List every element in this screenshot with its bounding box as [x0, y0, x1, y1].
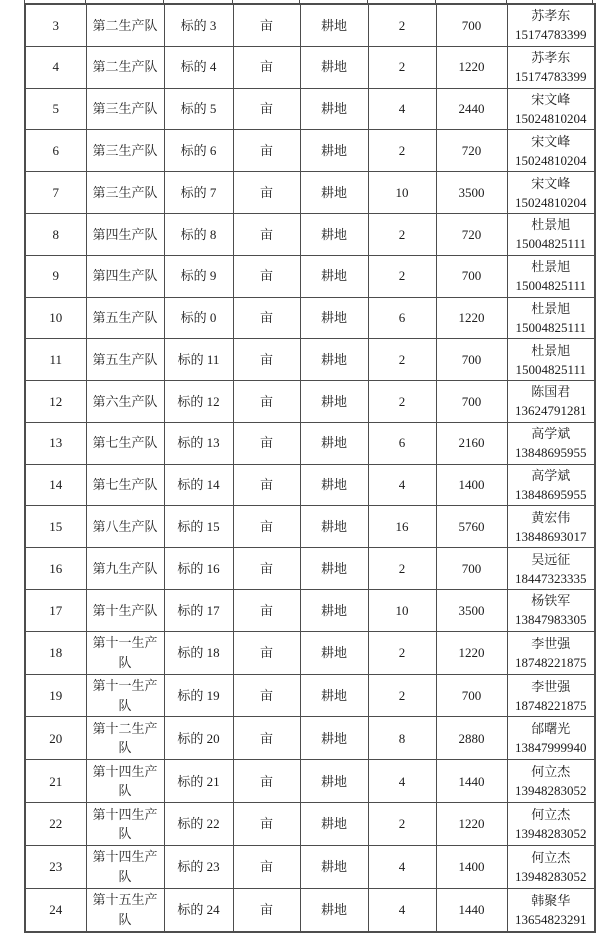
cell-team-name: 第九生产队 — [86, 548, 164, 590]
cell-quantity: 8 — [368, 717, 436, 760]
cell-land-type: 耕地 — [300, 717, 368, 760]
cell-subject-label: 标的 19 — [164, 674, 233, 717]
contact-phone: 13948283052 — [515, 783, 587, 799]
cell-team-name: 第八生产队 — [86, 506, 164, 548]
cell-quantity: 2 — [368, 381, 436, 423]
cell-unit: 亩 — [233, 674, 300, 717]
contact-phone: 15174783399 — [515, 27, 587, 43]
cell-unit: 亩 — [233, 88, 300, 130]
cell-team-name: 第二生产队 — [86, 46, 164, 88]
cell-quantity: 4 — [368, 760, 436, 803]
cell-quantity: 2 — [368, 213, 436, 255]
table-row — [25, 846, 595, 889]
cell-price: 3500 — [436, 172, 507, 214]
table-row — [25, 760, 595, 803]
cell-team-name: 第三生产队 — [86, 88, 164, 130]
cell-contact — [507, 589, 595, 631]
cell-contact — [507, 803, 595, 846]
cell-unit: 亩 — [233, 803, 300, 846]
cell-row-number: 3 — [25, 4, 86, 46]
cell-quantity: 4 — [368, 846, 436, 889]
cell-row-number: 15 — [25, 506, 86, 548]
cell-row-number: 10 — [25, 297, 86, 339]
table-row — [25, 888, 595, 932]
cell-unit: 亩 — [233, 506, 300, 548]
cell-price: 700 — [436, 4, 507, 46]
cell-land-type: 耕地 — [300, 297, 368, 339]
cell-contact — [507, 297, 595, 339]
cell-unit: 亩 — [233, 297, 300, 339]
table-row — [25, 339, 595, 381]
contact-phone: 13847999940 — [515, 740, 587, 756]
contact-name: 高学斌 — [531, 426, 571, 442]
cell-land-type: 耕地 — [300, 548, 368, 590]
cell-subject-label: 标的 7 — [164, 172, 233, 214]
contact-phone: 13848695955 — [515, 445, 587, 461]
contact-phone: 13847983305 — [515, 612, 587, 628]
cell-contact — [507, 548, 595, 590]
cell-team-name: 第五生产队 — [86, 339, 164, 381]
cell-land-type: 耕地 — [300, 4, 368, 46]
contact-phone: 18748221875 — [515, 654, 587, 670]
cell-team-name: 第三生产队 — [86, 172, 164, 214]
cell-row-number: 16 — [25, 548, 86, 590]
cell-quantity: 2 — [368, 255, 436, 297]
cell-subject-label: 标的 21 — [164, 760, 233, 803]
cell-unit: 亩 — [233, 381, 300, 423]
cell-price: 1440 — [436, 760, 507, 803]
table-row — [25, 88, 595, 130]
cell-land-type: 耕地 — [300, 506, 368, 548]
table-row — [25, 464, 595, 506]
cell-unit: 亩 — [233, 631, 300, 674]
cell-team-name: 第十五生产队 — [86, 888, 164, 932]
cell-land-type: 耕地 — [300, 464, 368, 506]
cell-contact — [507, 255, 595, 297]
cell-contact — [507, 846, 595, 889]
cell-contact — [507, 888, 595, 932]
cell-team-name: 第四生产队 — [86, 213, 164, 255]
table-row — [25, 381, 595, 423]
cell-unit: 亩 — [233, 464, 300, 506]
table-row — [25, 506, 595, 548]
cell-unit: 亩 — [233, 4, 300, 46]
contact-phone: 13624791281 — [515, 403, 587, 419]
cell-price: 1220 — [436, 803, 507, 846]
contact-phone: 15024810204 — [515, 194, 587, 210]
cell-price: 700 — [436, 381, 507, 423]
contact-name: 杜景旭 — [531, 300, 571, 316]
cell-price: 720 — [436, 130, 507, 172]
contact-phone: 15004825111 — [515, 278, 587, 294]
cell-row-number: 19 — [25, 674, 86, 717]
cell-contact — [507, 464, 595, 506]
contact-phone: 15004825111 — [515, 319, 587, 335]
cell-unit: 亩 — [233, 717, 300, 760]
cell-team-name: 第六生产队 — [86, 381, 164, 423]
contact-name: 杨铁军 — [531, 593, 571, 609]
cell-quantity: 2 — [368, 674, 436, 717]
cell-contact — [507, 339, 595, 381]
table-row — [25, 674, 595, 717]
cell-row-number: 23 — [25, 846, 86, 889]
cell-subject-label: 标的 24 — [164, 888, 233, 932]
cell-contact — [507, 46, 595, 88]
contact-name: 苏孝东 — [531, 50, 571, 66]
cell-team-name: 第三生产队 — [86, 130, 164, 172]
cell-quantity: 6 — [368, 422, 436, 464]
table-row — [25, 422, 595, 464]
cell-unit: 亩 — [233, 422, 300, 464]
land-contract-table — [24, 3, 596, 933]
cell-contact — [507, 130, 595, 172]
cell-row-number: 4 — [25, 46, 86, 88]
cell-price: 700 — [436, 255, 507, 297]
cell-unit: 亩 — [233, 46, 300, 88]
table-row — [25, 130, 595, 172]
cell-quantity: 4 — [368, 888, 436, 932]
cell-row-number: 6 — [25, 130, 86, 172]
cell-land-type: 耕地 — [300, 46, 368, 88]
cell-row-number: 14 — [25, 464, 86, 506]
cell-contact — [507, 760, 595, 803]
cell-unit: 亩 — [233, 339, 300, 381]
cell-quantity: 16 — [368, 506, 436, 548]
cell-contact — [507, 172, 595, 214]
contact-name: 李世强 — [531, 635, 571, 651]
contact-name: 何立杰 — [531, 764, 571, 780]
cell-subject-label: 标的 17 — [164, 589, 233, 631]
contact-phone: 13948283052 — [515, 868, 587, 884]
contact-phone: 13848693017 — [515, 528, 587, 544]
cell-row-number: 20 — [25, 717, 86, 760]
table-row — [25, 717, 595, 760]
cell-subject-label: 标的 8 — [164, 213, 233, 255]
cell-row-number: 21 — [25, 760, 86, 803]
cell-contact — [507, 674, 595, 717]
cell-price: 1220 — [436, 631, 507, 674]
cell-contact — [507, 506, 595, 548]
cell-row-number: 5 — [25, 88, 86, 130]
cell-team-name: 第七生产队 — [86, 464, 164, 506]
cell-row-number: 11 — [25, 339, 86, 381]
cell-land-type: 耕地 — [300, 130, 368, 172]
contact-phone: 13654823291 — [515, 911, 587, 927]
cell-team-name: 第十四生产队 — [86, 760, 164, 803]
cell-unit: 亩 — [233, 172, 300, 214]
cell-land-type: 耕地 — [300, 381, 368, 423]
cell-subject-label: 标的 5 — [164, 88, 233, 130]
cell-subject-label: 标的 4 — [164, 46, 233, 88]
cell-subject-label: 标的 16 — [164, 548, 233, 590]
cell-contact — [507, 381, 595, 423]
cell-land-type: 耕地 — [300, 674, 368, 717]
table-row — [25, 4, 595, 46]
cell-land-type: 耕地 — [300, 88, 368, 130]
cell-contact — [507, 422, 595, 464]
contact-phone: 18447323335 — [515, 570, 587, 586]
cell-land-type: 耕地 — [300, 888, 368, 932]
cell-quantity: 2 — [368, 548, 436, 590]
cell-subject-label: 标的 13 — [164, 422, 233, 464]
cell-land-type: 耕地 — [300, 255, 368, 297]
cell-row-number: 12 — [25, 381, 86, 423]
cell-quantity: 10 — [368, 589, 436, 631]
cell-row-number: 7 — [25, 172, 86, 214]
cell-team-name: 第五生产队 — [86, 297, 164, 339]
cell-subject-label: 标的 20 — [164, 717, 233, 760]
contact-name: 苏孝东 — [531, 8, 571, 24]
cell-unit: 亩 — [233, 760, 300, 803]
cell-subject-label: 标的 9 — [164, 255, 233, 297]
cell-unit: 亩 — [233, 213, 300, 255]
cell-land-type: 耕地 — [300, 339, 368, 381]
cell-unit: 亩 — [233, 589, 300, 631]
cell-unit: 亩 — [233, 255, 300, 297]
cell-price: 720 — [436, 213, 507, 255]
contact-name: 邰曙光 — [531, 721, 571, 737]
cell-team-name: 第十一生产队 — [86, 631, 164, 674]
contact-name: 何立杰 — [531, 807, 571, 823]
cell-subject-label: 标的 11 — [164, 339, 233, 381]
cell-team-name: 第二生产队 — [86, 4, 164, 46]
cell-subject-label: 标的 6 — [164, 130, 233, 172]
cell-unit: 亩 — [233, 846, 300, 889]
cell-price: 700 — [436, 339, 507, 381]
table-row — [25, 803, 595, 846]
cell-land-type: 耕地 — [300, 172, 368, 214]
cell-quantity: 2 — [368, 130, 436, 172]
cell-subject-label: 标的 15 — [164, 506, 233, 548]
cell-price: 2160 — [436, 422, 507, 464]
cell-land-type: 耕地 — [300, 213, 368, 255]
cell-quantity: 2 — [368, 46, 436, 88]
cell-price: 1220 — [436, 297, 507, 339]
cell-unit: 亩 — [233, 548, 300, 590]
cell-contact — [507, 88, 595, 130]
cell-subject-label: 标的 22 — [164, 803, 233, 846]
cell-team-name: 第十生产队 — [86, 589, 164, 631]
cell-subject-label: 标的 23 — [164, 846, 233, 889]
cell-team-name: 第十四生产队 — [86, 846, 164, 889]
cell-subject-label: 标的 12 — [164, 381, 233, 423]
cell-quantity: 2 — [368, 803, 436, 846]
cell-row-number: 18 — [25, 631, 86, 674]
table-body — [25, 4, 595, 932]
contact-phone: 15024810204 — [515, 110, 587, 126]
cell-quantity: 2 — [368, 4, 436, 46]
cell-quantity: 2 — [368, 631, 436, 674]
cell-land-type: 耕地 — [300, 760, 368, 803]
cell-land-type: 耕地 — [300, 631, 368, 674]
cell-team-name: 第十四生产队 — [86, 803, 164, 846]
cell-quantity: 2 — [368, 339, 436, 381]
contact-name: 黄宏伟 — [531, 509, 571, 525]
contact-phone: 15174783399 — [515, 69, 587, 85]
cell-row-number: 8 — [25, 213, 86, 255]
contact-name: 杜景旭 — [531, 259, 571, 275]
table-row — [25, 255, 595, 297]
cell-row-number: 24 — [25, 888, 86, 932]
contact-name: 宋文峰 — [531, 175, 571, 191]
contact-phone: 18748221875 — [515, 697, 587, 713]
contact-name: 陈国君 — [531, 384, 571, 400]
cell-row-number: 17 — [25, 589, 86, 631]
cell-quantity: 4 — [368, 88, 436, 130]
contact-phone: 15004825111 — [515, 236, 587, 252]
table-row — [25, 631, 595, 674]
contact-name: 吴远征 — [531, 551, 571, 567]
cell-price: 1400 — [436, 846, 507, 889]
contact-name: 杜景旭 — [531, 217, 571, 233]
contact-name: 宋文峰 — [531, 133, 571, 149]
contact-name: 李世强 — [531, 678, 571, 694]
cell-price: 5760 — [436, 506, 507, 548]
contact-name: 何立杰 — [531, 849, 571, 865]
cell-contact — [507, 717, 595, 760]
cell-price: 700 — [436, 548, 507, 590]
table-row — [25, 46, 595, 88]
cell-team-name: 第十一生产队 — [86, 674, 164, 717]
contact-name: 高学斌 — [531, 468, 571, 484]
cell-subject-label: 标的 0 — [164, 297, 233, 339]
cell-price: 3500 — [436, 589, 507, 631]
cell-land-type: 耕地 — [300, 846, 368, 889]
cell-row-number: 9 — [25, 255, 86, 297]
cell-row-number: 13 — [25, 422, 86, 464]
table-row — [25, 548, 595, 590]
table-row — [25, 297, 595, 339]
cell-price: 2440 — [436, 88, 507, 130]
contact-name: 杜景旭 — [531, 342, 571, 358]
cell-subject-label: 标的 14 — [164, 464, 233, 506]
cell-quantity: 6 — [368, 297, 436, 339]
contact-phone: 13948283052 — [515, 826, 587, 842]
cell-price: 1220 — [436, 46, 507, 88]
contact-name: 宋文峰 — [531, 91, 571, 107]
cell-unit: 亩 — [233, 888, 300, 932]
cell-team-name: 第四生产队 — [86, 255, 164, 297]
cell-contact — [507, 213, 595, 255]
cell-team-name: 第七生产队 — [86, 422, 164, 464]
cell-land-type: 耕地 — [300, 422, 368, 464]
cell-price: 700 — [436, 674, 507, 717]
table-row — [25, 172, 595, 214]
cell-unit: 亩 — [233, 130, 300, 172]
contact-phone: 15004825111 — [515, 361, 587, 377]
cell-contact — [507, 4, 595, 46]
cell-team-name: 第十二生产队 — [86, 717, 164, 760]
table-row — [25, 213, 595, 255]
table-row — [25, 589, 595, 631]
cell-row-number: 22 — [25, 803, 86, 846]
cell-subject-label: 标的 3 — [164, 4, 233, 46]
cell-contact — [507, 631, 595, 674]
contact-phone: 13848695955 — [515, 487, 587, 503]
cell-land-type: 耕地 — [300, 589, 368, 631]
cell-quantity: 4 — [368, 464, 436, 506]
cell-land-type: 耕地 — [300, 803, 368, 846]
cell-quantity: 10 — [368, 172, 436, 214]
cell-subject-label: 标的 18 — [164, 631, 233, 674]
cell-price: 2880 — [436, 717, 507, 760]
contact-name: 韩聚华 — [531, 892, 571, 908]
contact-phone: 15024810204 — [515, 152, 587, 168]
cell-price: 1440 — [436, 888, 507, 932]
cell-price: 1400 — [436, 464, 507, 506]
